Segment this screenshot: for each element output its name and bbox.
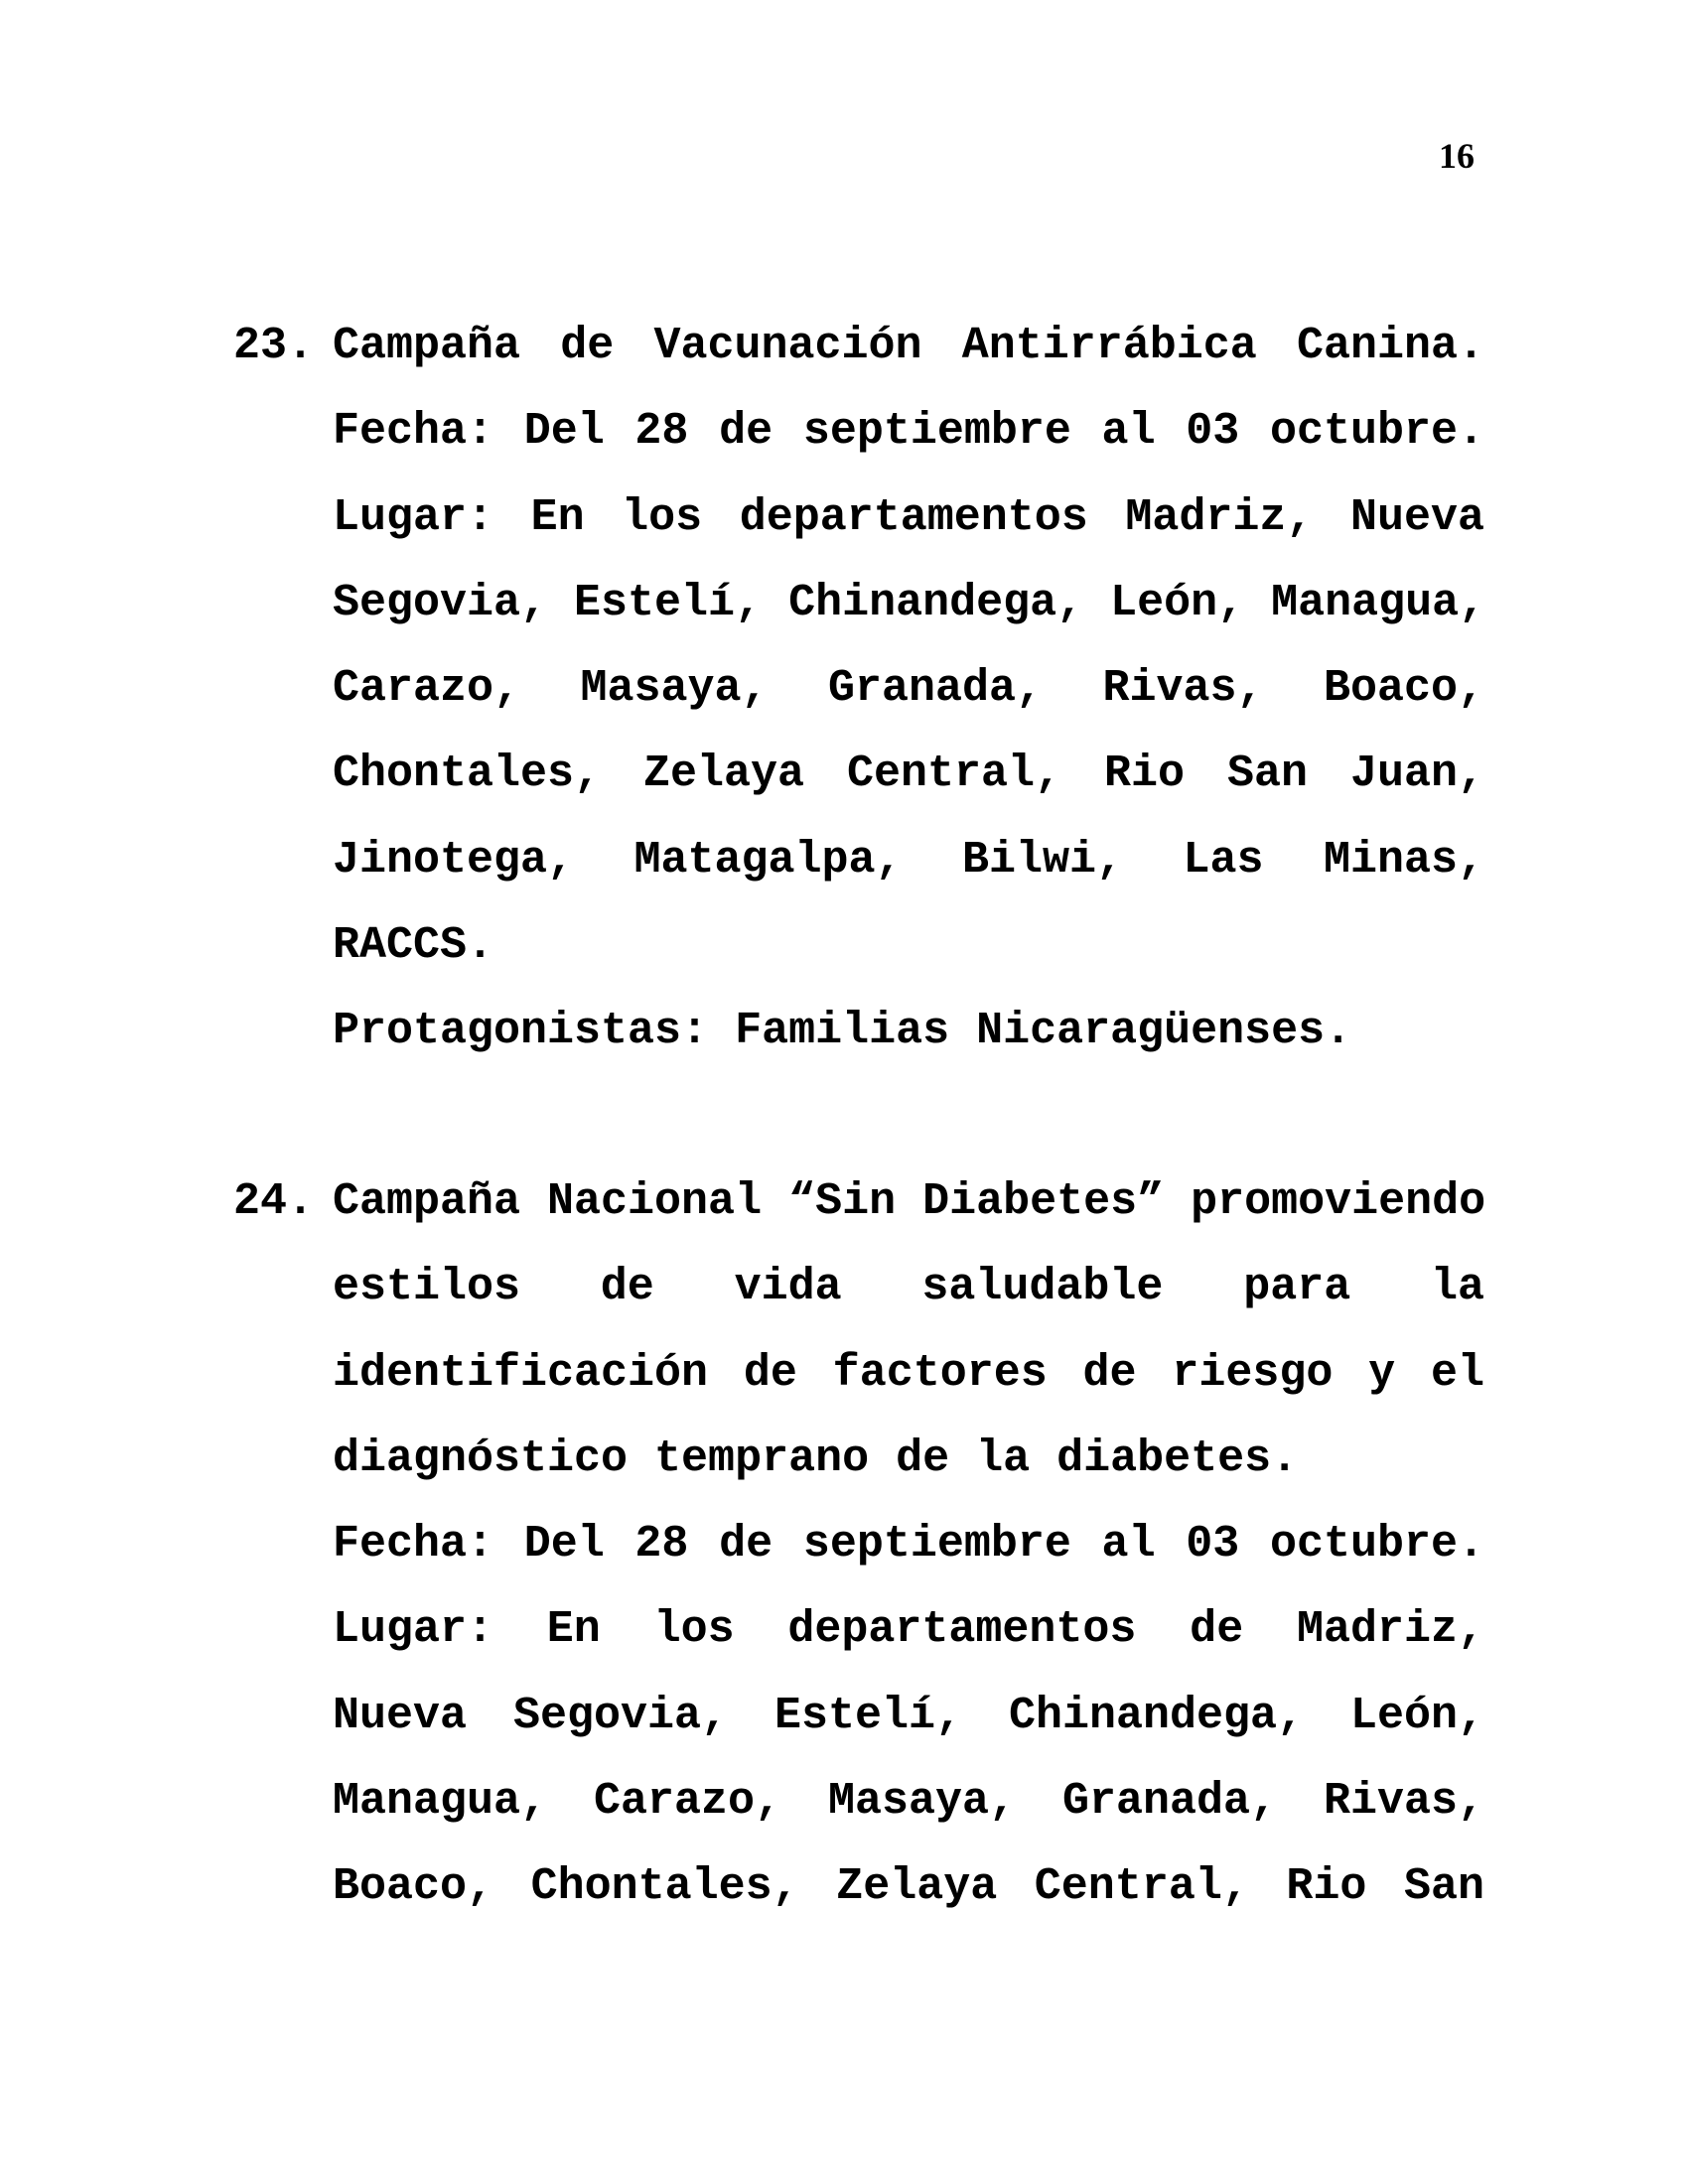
item-title: estilos de vida saludable para la <box>333 1262 1484 1313</box>
item-place-line: Jinotega, Matagalpa, Bilwi, Las Minas, <box>333 834 1484 886</box>
page-number: 16 <box>1439 136 1475 176</box>
item-place-line: Lugar: En los departamentos Madriz, Nueva <box>333 491 1484 543</box>
item-place-line: Managua, Carazo, Masaya, Granada, Rivas, <box>333 1776 1484 1828</box>
item-title: Campaña de Vacunación Antirrábica Canina. <box>333 321 1484 371</box>
item-place-line: Segovia, Estelí, Chinandega, León, Managua, <box>333 577 1486 628</box>
item-body <box>333 304 1484 1075</box>
item-number: 24. <box>233 1176 315 1227</box>
item-title: identificación de factores de riesgo y el <box>333 1347 1484 1399</box>
item-protagonists: Protagonistas: Familias Nicaragüenses. <box>333 1006 1352 1057</box>
item-place-line: Nueva Segovia, Estelí, Chinandega, León, <box>333 1690 1484 1741</box>
item-body <box>333 1160 1484 1931</box>
item-date: Fecha: Del 28 de septiembre al 03 octubre. <box>333 1519 1484 1570</box>
item-title: Campaña Nacional “Sin Diabetes” promoviendo <box>333 1176 1486 1227</box>
item-date: Fecha: Del 28 de septiembre al 03 octubre. <box>333 406 1484 458</box>
item-place-line: Boaco, Chontales, Zelaya Central, Rio San <box>333 1861 1484 1913</box>
item-place-line: RACCS. <box>333 920 494 972</box>
list-item-23 <box>233 304 1484 1075</box>
item-place-line: Lugar: En los departamentos de Madriz, <box>333 1604 1484 1656</box>
list-item-24 <box>233 1160 1484 1931</box>
item-number: 23. <box>233 321 315 371</box>
item-place-line: Chontales, Zelaya Central, Rio San Juan, <box>333 749 1484 800</box>
item-place-line: Carazo, Masaya, Granada, Rivas, Boaco, <box>333 663 1484 715</box>
item-title: diagnóstico temprano de la diabetes. <box>333 1433 1299 1484</box>
